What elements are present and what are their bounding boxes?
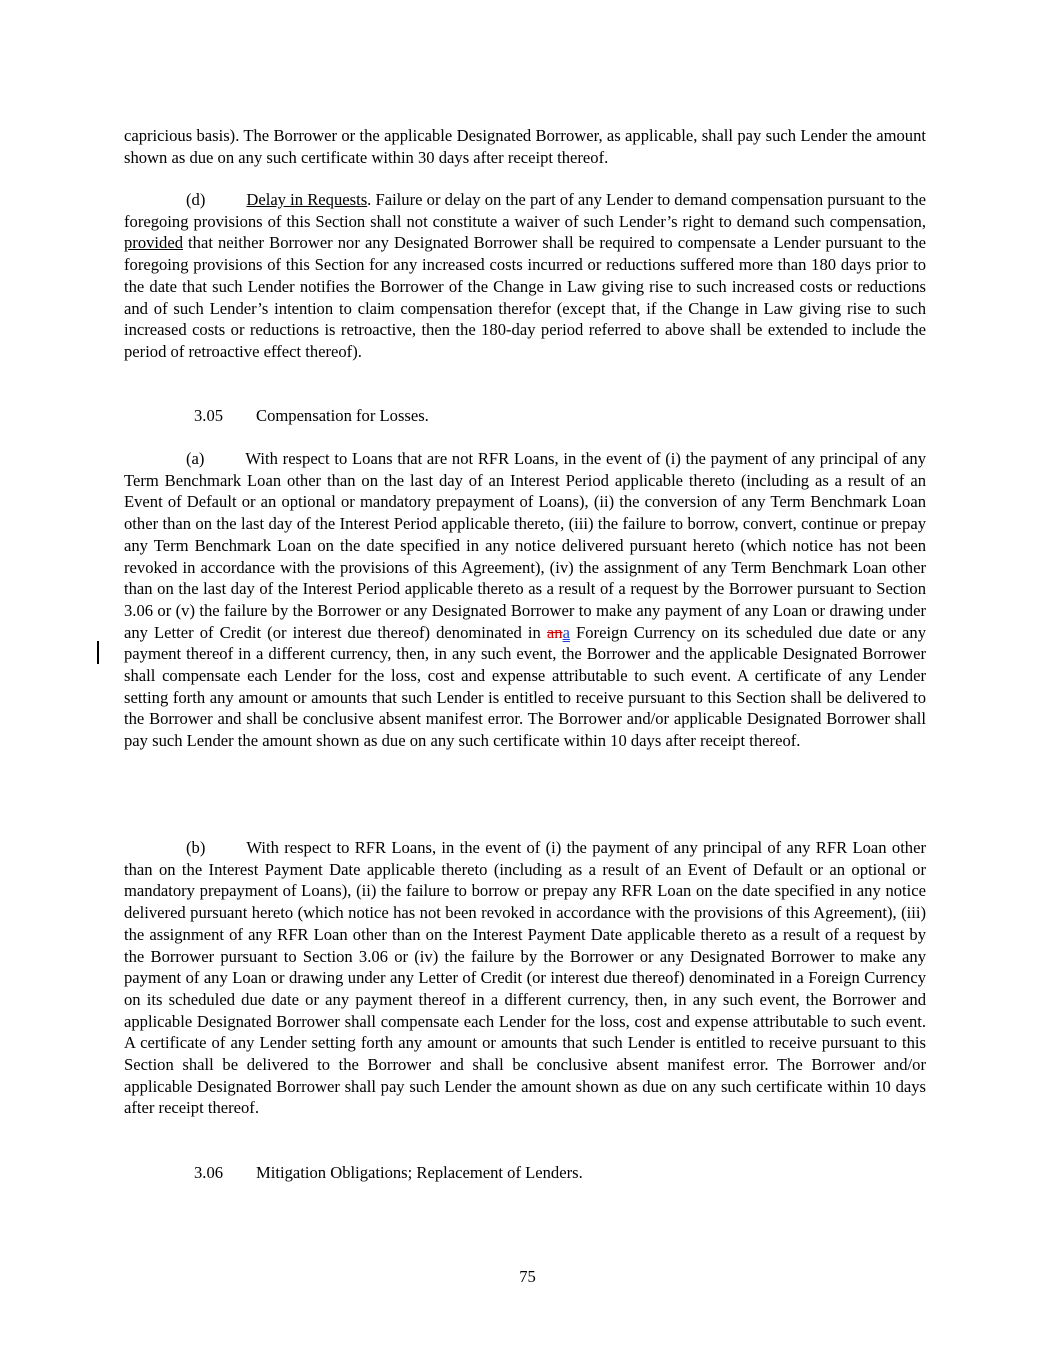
paragraph-a-compensation [124, 448, 926, 752]
section-title-3-05: Compensation for Losses. [256, 406, 429, 425]
paragraph-a-text-1: With respect to Loans that are not RFR Loans, in the event of (i) the payment of any principal of any Term Benchmark Loan other than on the last day of an Interest Period applicable thereto (including as a result of an Event of Default or an optional or mandatory prepayment of Loans), (ii) the conversion of any Term Benchmark Loan other than on the last day of the Interest Period applicable thereto, (iii) the failure to borrow, convert, continue or prepay any Term Benchmark Loan on the date specified in any notice delivered pursuant hereto (which notice has not been revoked in accordance with the provisions of this Agreement), (iv) the assignment of any Term Benchmark Loan other than on the last day of the Interest Period applicable thereto as a result of a request by the Borrower pursuant to Section 3.06 or (v) the failure by the Borrower or any Designated Borrower to make any payment of any Loan or drawing under any Letter of Credit (or interest due thereof) denominated in [124, 449, 926, 642]
section-title-3-06: Mitigation Obligations; Replacement of Lenders. [256, 1163, 583, 1182]
paragraph-d-text-1: . Failure or delay on the part of any Lender to demand compensation pursuant to the foregoing provisions of this Section shall not constitute a waiver of such Lender’s right to demand such compensation, [124, 190, 926, 231]
provided-term: provided [124, 233, 183, 253]
paragraph-d-label: (d) [186, 190, 206, 209]
paragraph-b-rfr-loans [124, 837, 926, 1119]
section-heading-3-06 [194, 1162, 583, 1184]
inserted-text-revision: a [562, 622, 570, 642]
revision-change-bar [97, 641, 99, 664]
paragraph-continuation-text: capricious basis). The Borrower or the applicable Designated Borrower, as applicable, shall pay such Lender the amount shown as due on any such certificate within 30 days after receipt thereof. [124, 126, 926, 167]
paragraph-d-text-2: that neither Borrower nor any Designated Borrower shall be required to compensate a Lender pursuant to the foregoing provisions of this Section for any increased costs incurred or reductions suffered more than 180 days prior to the date that such Lender notifies the Borrower of the Change in Law giving rise to such increased costs or reductions and of such Lender’s intention to claim compensation therefor (except that, if the Change in Law giving rise to such increased costs or reductions is retroactive, then the 180-day period referred to above shall be extended to include the period of retroactive effect thereof). [124, 233, 926, 361]
section-heading-3-05 [194, 405, 429, 427]
paragraph-d-delay-in-requests [124, 189, 926, 363]
page-number: 75 [519, 1267, 536, 1286]
deleted-text-revision: an [546, 622, 563, 642]
section-number-3-05: 3.05 [194, 406, 224, 425]
paragraph-a-text-2: Foreign Currency on its scheduled due date or any payment thereof in a different currency, then, in any such event, the Borrower and the applicable Designated Borrower shall compensate each Lender for the loss, cost and expense attributable to such event. A certificate of any Lender setting forth any amount or amounts that such Lender is entitled to receive pursuant to this Section shall be delivered to the Borrower and shall be conclusive absent manifest error. The Borrower and/or applicable Designated Borrower shall pay such Lender the amount shown as due on any such certificate within 10 days after receipt thereof. [124, 622, 926, 751]
paragraph-b-text: With respect to RFR Loans, in the event of (i) the payment of any principal of any RFR Loan other than on the Interest Payment Date applicable thereto (including as a result of an Event of Default or an optional or mandatory prepayment of Loans), (ii) the failure to borrow or prepay any RFR Loan on the date specified in any notice delivered pursuant hereto (which notice has not been revoked in accordance with the provisions of this Agreement), (iii) the assignment of any RFR Loan other than on the Interest Payment Date applicable thereto as a result of a request by the Borrower pursuant to Section 3.06 or (iv) the failure by the Borrower or any Designated Borrower to make any payment of any Loan or drawing under any Letter of Credit (or interest due thereof) denominated in a Foreign Currency on its scheduled due date or any payment thereof in a different currency, then, in any such event, the Borrower and applicable Designated Borrower shall compensate each Lender for the loss, cost and expense attributable to such event. A certificate of any Lender setting forth any amount or amounts that such Lender is entitled to receive pursuant to this Section shall be delivered to the Borrower and shall be conclusive absent manifest error. The Borrower and/or applicable Designated Borrower shall pay such Lender the amount shown as due on any such certificate within 10 days after receipt thereof. [124, 838, 926, 1118]
paragraph-continuation [124, 125, 926, 168]
section-number-3-06: 3.06 [194, 1163, 224, 1182]
paragraph-d-caption: Delay in Requests [246, 190, 368, 209]
paragraph-a-label: (a) [186, 449, 205, 468]
paragraph-b-label: (b) [186, 838, 206, 857]
